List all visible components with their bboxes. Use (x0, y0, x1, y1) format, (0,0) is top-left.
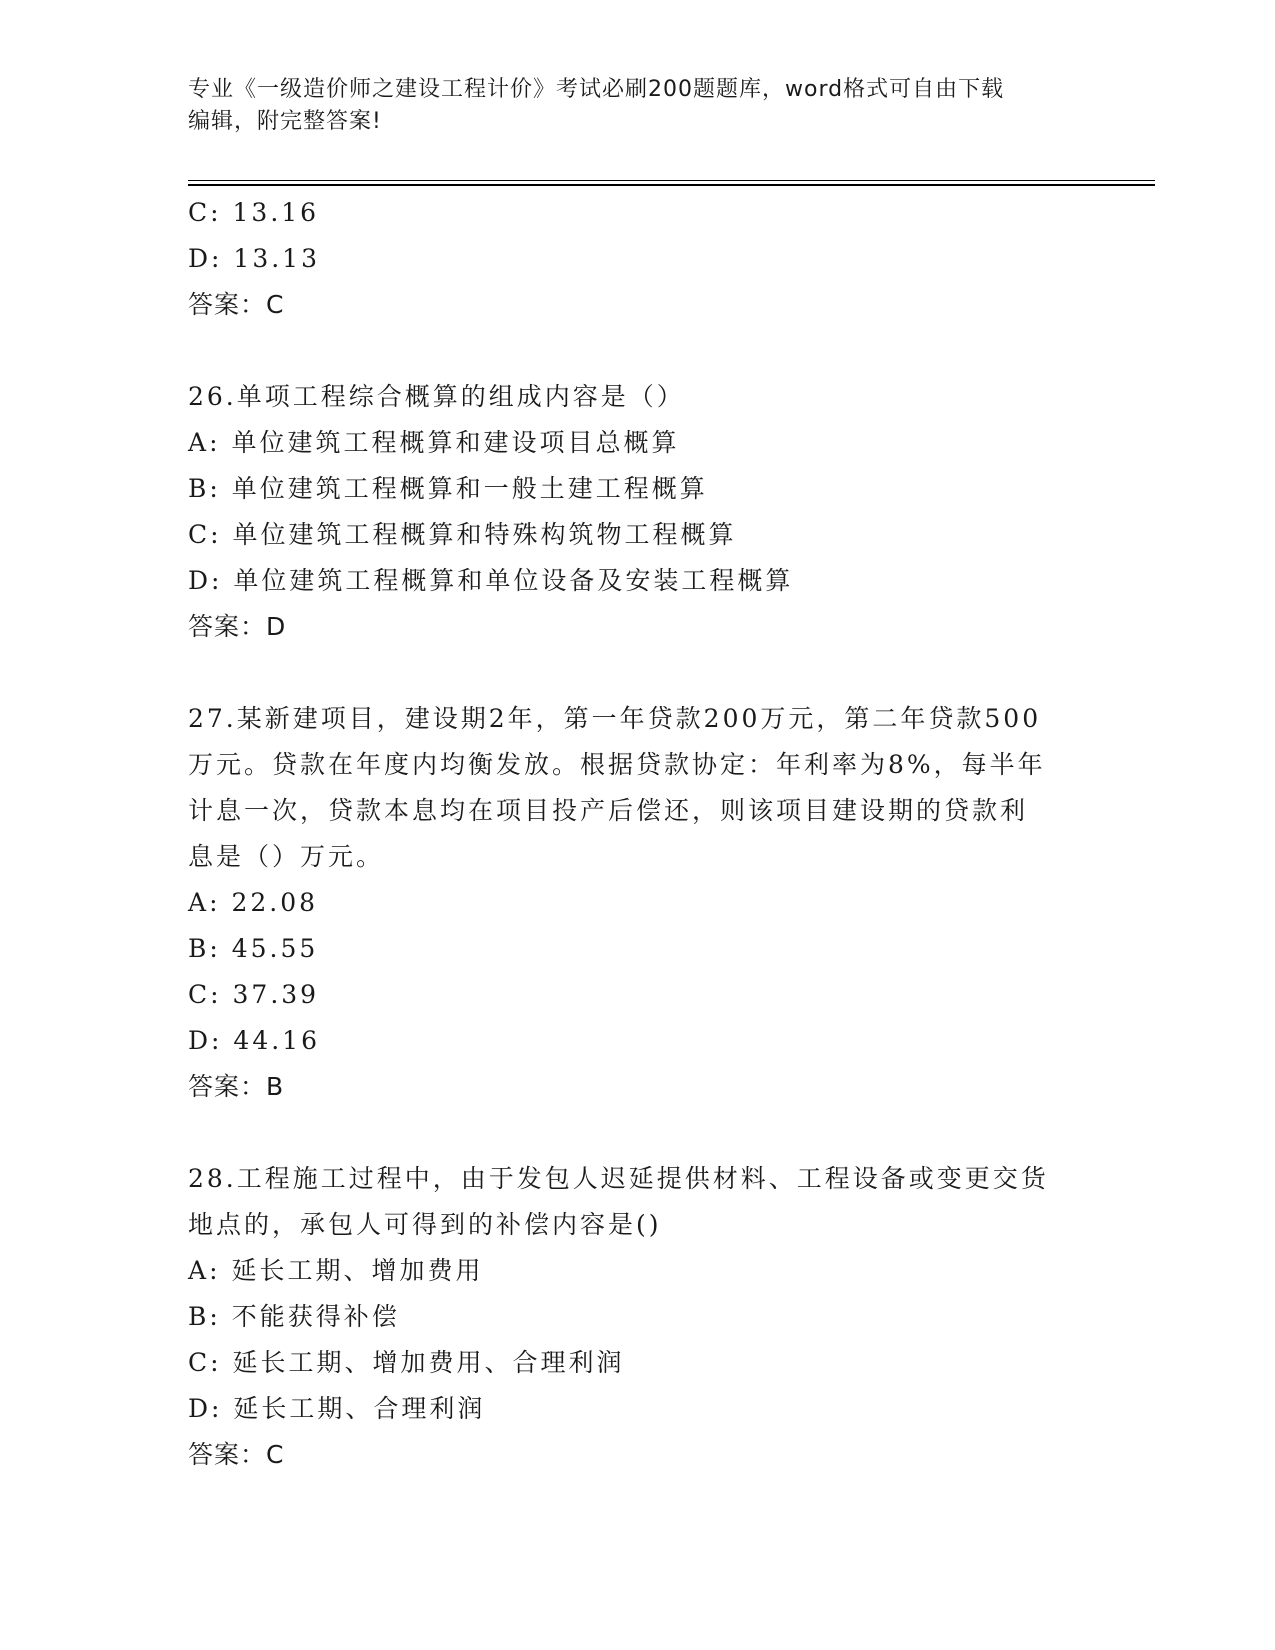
answer-line: 答案：C (188, 290, 285, 319)
spacer (188, 650, 1088, 696)
question-text-line-3: 计息一次，贷款本息均在项目投产后偿还，则该项目建设期的贷款利 (188, 796, 1029, 825)
option-label: A (188, 888, 210, 917)
option-c: C: 37.39 (188, 980, 320, 1009)
question-text: 26.单项工程综合概算的组成内容是（） (188, 382, 685, 411)
option-label: D (188, 1394, 212, 1423)
option-label: B (188, 934, 210, 963)
option-c: C: 延长工期、增加费用、合理利润 (188, 1348, 625, 1377)
option-c: C: 单位建筑工程概算和特殊构筑物工程概算 (188, 520, 737, 549)
option-text: 单位建筑工程概算和单位设备及安装工程概算 (233, 566, 794, 595)
option-text: 13.16 (232, 198, 320, 227)
option-text: 延长工期、增加费用、合理利润 (232, 1348, 625, 1377)
option-d: D: 44.16 (188, 1026, 320, 1055)
spacer (188, 328, 1088, 374)
question-27 (188, 696, 1088, 1110)
option-label: C (188, 198, 211, 227)
header-line-2: 编辑，附完整答案! (188, 109, 382, 134)
option-b: B: 不能获得补偿 (188, 1302, 400, 1331)
header-rule-thick (188, 184, 1155, 186)
option-text: 单位建筑工程概算和特殊构筑物工程概算 (232, 520, 737, 549)
option-text: 44.16 (233, 1026, 320, 1055)
option-text: 延长工期、增加费用 (231, 1256, 484, 1285)
option-label: D (188, 244, 212, 273)
question-content (188, 190, 1088, 1478)
question-text-line-2: 地点的，承包人可得到的补偿内容是() (188, 1210, 662, 1239)
option-label: B (188, 474, 210, 503)
option-text: 不能获得补偿 (231, 1302, 400, 1331)
option-text: 13.13 (233, 244, 320, 273)
option-text: 单位建筑工程概算和建设项目总概算 (231, 428, 680, 457)
option-b: B: 45.55 (188, 934, 319, 963)
option-d: D: 单位建筑工程概算和单位设备及安装工程概算 (188, 566, 794, 595)
option-text: 37.39 (232, 980, 320, 1009)
option-text: 延长工期、合理利润 (233, 1394, 486, 1423)
option-text: 22.08 (231, 888, 319, 917)
option-label: C (188, 520, 211, 549)
answer-line: 答案：B (188, 1072, 285, 1101)
question-text-line-1: 27.某新建项目，建设期2年，第一年贷款200万元，第二年贷款500 (188, 704, 1042, 733)
option-label: A (188, 1256, 210, 1285)
option-label: D (188, 1026, 212, 1055)
document-header (188, 74, 1088, 138)
option-a: A: 单位建筑工程概算和建设项目总概算 (188, 428, 680, 457)
prev-question-block (188, 190, 1088, 328)
option-c: C: 13.16 (188, 198, 320, 227)
option-label: C (188, 1348, 211, 1377)
option-text: 45.55 (231, 934, 319, 963)
question-28 (188, 1156, 1088, 1478)
option-label: A (188, 428, 210, 457)
header-line-1: 专业《一级造价师之建设工程计价》考试必刷200题题库，word格式可自由下载 (188, 77, 1005, 102)
spacer (188, 1110, 1088, 1156)
option-b: B: 单位建筑工程概算和一般土建工程概算 (188, 474, 708, 503)
option-a: A: 22.08 (188, 888, 319, 917)
option-label: C (188, 980, 211, 1009)
question-text-line-2: 万元。贷款在年度内均衡发放。根据贷款协定：年利率为8%，每半年 (188, 750, 1046, 779)
answer-line: 答案：D (188, 612, 287, 641)
header-rule-thin (188, 180, 1155, 181)
option-d: D: 13.13 (188, 244, 320, 273)
option-text: 单位建筑工程概算和一般土建工程概算 (231, 474, 708, 503)
option-d: D: 延长工期、合理利润 (188, 1394, 486, 1423)
option-label: D (188, 566, 212, 595)
question-26 (188, 374, 1088, 650)
option-a: A: 延长工期、增加费用 (188, 1256, 484, 1285)
question-text-line-1: 28.工程施工过程中，由于发包人迟延提供材料、工程设备或变更交货 (188, 1164, 1049, 1193)
question-text-line-4: 息是（）万元。 (188, 842, 385, 871)
option-label: B (188, 1302, 210, 1331)
answer-line: 答案：C (188, 1440, 285, 1469)
